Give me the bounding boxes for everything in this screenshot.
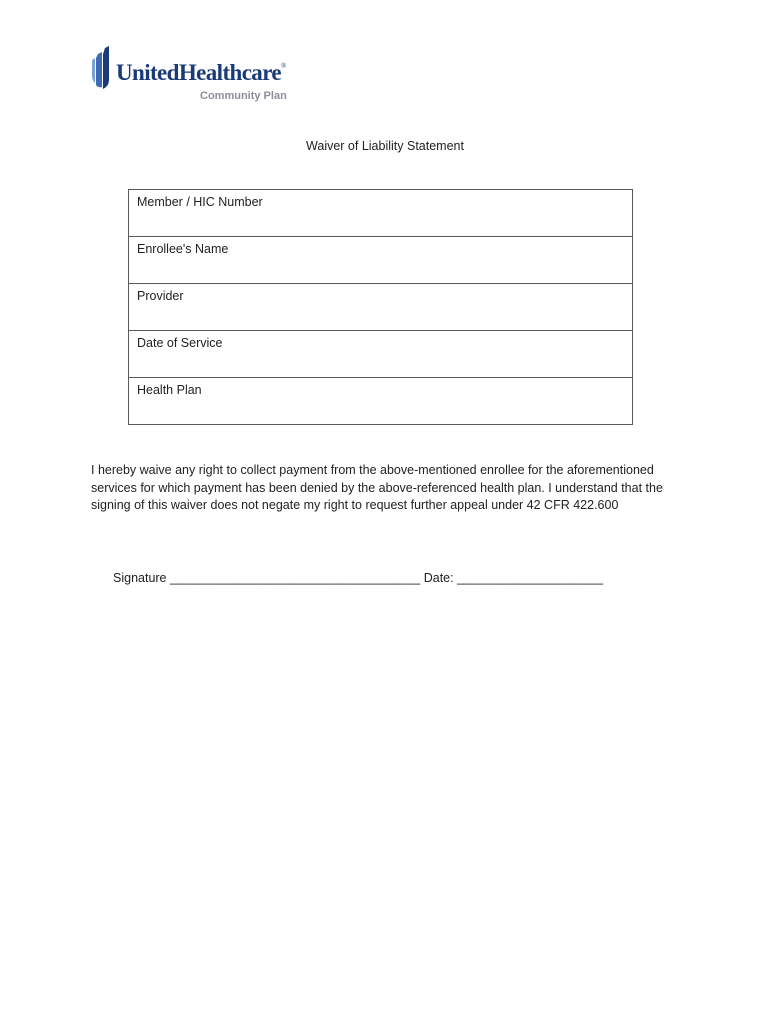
logo-brand-name: UnitedHealthcare [116,60,282,85]
member-info-table [128,189,633,425]
logo-wordmark [116,60,286,86]
field-health-plan[interactable] [129,378,632,424]
field-label: Enrollee's Name [137,242,229,256]
united-healthcare-logo [90,46,310,106]
field-label: Health Plan [137,383,202,397]
field-member-hic-number[interactable] [129,190,632,237]
signature-date-line[interactable]: Signature ____________________________________ Date: _____________________ [113,571,604,585]
logo-registered-mark: ® [281,62,286,70]
field-label: Provider [137,289,184,303]
waiver-statement-text: I hereby waive any right to collect payment from the above-mentioned enrollee for the aforementioned services for which payment has been denied by the above-referenced health plan. I understand that the signing of this waiver does not negate my right to request further appeal under 42 CFR 422.600 [91,463,663,512]
logo-u-mark-icon [90,46,112,90]
document-title: Waiver of Liability Statement [306,139,464,153]
logo-subbrand: Community Plan [200,90,287,102]
field-provider[interactable] [129,284,632,331]
field-enrollee-name[interactable] [129,237,632,284]
field-label: Date of Service [137,336,223,350]
field-label: Member / HIC Number [137,195,263,209]
field-date-of-service[interactable] [129,331,632,378]
